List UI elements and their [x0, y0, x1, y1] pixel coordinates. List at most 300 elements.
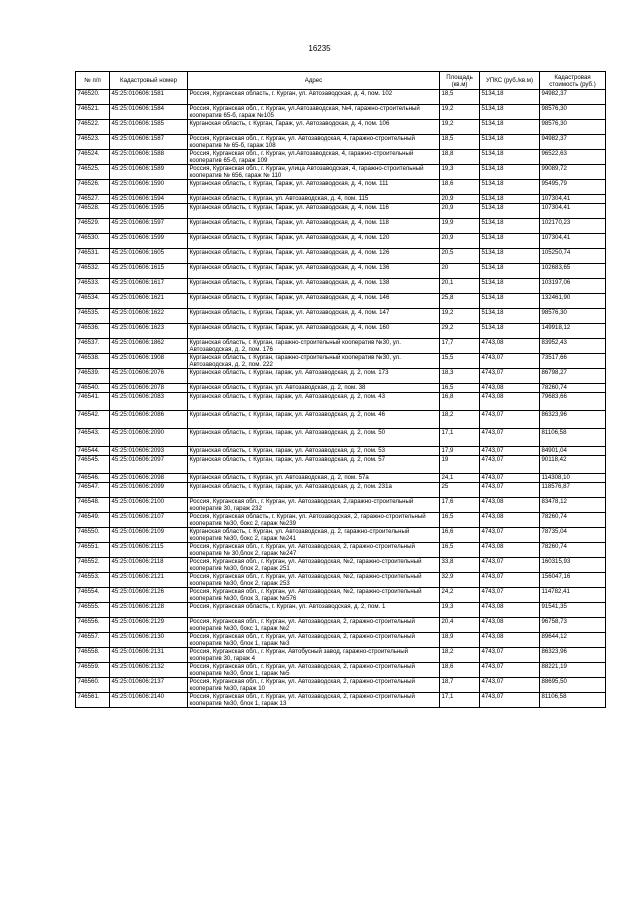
area-cell: 16,5 [440, 513, 480, 528]
upks-cell: 4743,08 [480, 618, 540, 633]
upks-cell: 5134,18 [480, 279, 540, 294]
upks-cell: 5134,18 [480, 105, 540, 120]
address-cell: Курганская область, г. Курган, гараж, ул. Автозаводская, д. 2, пом. 173 [188, 369, 440, 384]
cadastral-cost-cell: 118576,87 [540, 483, 606, 498]
cadastral-number-cell: 45:25:010606:2076 [110, 369, 188, 384]
upks-cell: 4743,07 [480, 411, 540, 429]
address-cell: Россия, Курганская обл., г. Курган, ул. Автозаводская, №2, гаражно-строительный кооператив №30, блок 2, гараж 251 [188, 558, 440, 573]
row-number-cell: 746561. [76, 693, 110, 708]
cadastral-number-cell: 45:25:010606:2126 [110, 588, 188, 603]
cadastral-number-cell: 45:25:010606:2130 [110, 633, 188, 648]
row-number-cell: 746544. [76, 447, 110, 456]
row-number-cell: 746537. [76, 339, 110, 354]
cadastral-cost-cell: 114782,41 [540, 588, 606, 603]
page-number: 16235 [308, 44, 331, 53]
cadastral-cost-cell: 107304,41 [540, 204, 606, 219]
upks-cell: 5134,18 [480, 234, 540, 249]
address-cell: Курганская область, г. Курган, гаражно-строительный кооператив №30, ул. Автозаводская, д. 2, пом. 176 [188, 339, 440, 354]
address-cell: Курганская область, г. Курган, Гараж, ул. Автозаводская, д. 4, пом. 126 [188, 249, 440, 264]
address-cell: Курганская область, г. Курган, ул. Автозаводская, д. 2, гаражно-строительный кооператив №30, бокс 2, гараж №241 [188, 528, 440, 543]
cadastral-number-cell: 45:25:010606:2132 [110, 663, 188, 678]
cadastral-number-cell: 45:25:010606:1605 [110, 249, 188, 264]
area-cell: 33,8 [440, 558, 480, 573]
row-number-cell: 746539. [76, 369, 110, 384]
area-cell: 18,9 [440, 633, 480, 648]
table-row [76, 618, 606, 633]
area-cell: 20,5 [440, 249, 480, 264]
area-cell: 16,8 [440, 393, 480, 411]
row-number-cell: 746545. [76, 456, 110, 474]
address-cell: Россия, Курганская обл., г. Курган, ул. Автозаводская, 2, гаражно-строительный кооператив №30, гараж 10 [188, 678, 440, 693]
cadastral-cost-cell: 99089,72 [540, 165, 606, 180]
cadastral-number-cell: 45:25:010606:2128 [110, 603, 188, 618]
address-cell: Россия, Курганская обл., г. Курган, ул. Автозаводская, 2, гаражно-строительный кооператив №30, блок 1, гараж №3 [188, 633, 440, 648]
address-cell: Россия, Курганская область, г. Курган, ул. Автозаводская, д. 2, пом. 1 [188, 603, 440, 618]
area-cell: 18,2 [440, 411, 480, 429]
upks-cell: 5134,18 [480, 309, 540, 324]
area-cell: 19,2 [440, 309, 480, 324]
cadastral-cost-cell: 78260,74 [540, 513, 606, 528]
area-cell: 20,4 [440, 618, 480, 633]
area-cell: 18,5 [440, 90, 480, 105]
cadastral-number-cell: 45:25:010606:1623 [110, 324, 188, 339]
cadastral-cost-cell: 88221,19 [540, 663, 606, 678]
cadastral-number-cell: 45:25:010606:2093 [110, 447, 188, 456]
row-number-cell: 746553. [76, 573, 110, 588]
address-cell: Курганская область, г. Курган, Гараж, ул. Автозаводская, д. 4, пом. 147 [188, 309, 440, 324]
upks-cell: 4743,07 [480, 588, 540, 603]
upks-cell: 4743,07 [480, 648, 540, 663]
area-cell: 19,9 [440, 219, 480, 234]
address-cell: Россия, Курганская обл., г. Курган, ул. Автозаводская, 2, гаражно-строительный кооператив № 30,блок 2, гараж №247 [188, 543, 440, 558]
table-row [76, 369, 606, 384]
row-number-cell: 746531. [76, 249, 110, 264]
area-cell: 32,9 [440, 573, 480, 588]
table-row [76, 693, 606, 708]
table-row [76, 195, 606, 204]
upks-cell: 4743,08 [480, 603, 540, 618]
upks-cell: 4743,07 [480, 558, 540, 573]
upks-cell: 5134,18 [480, 219, 540, 234]
cadastral-number-cell: 45:25:010606:2097 [110, 456, 188, 474]
cadastral-number-cell: 45:25:010606:1588 [110, 150, 188, 165]
row-number-cell: 746522. [76, 120, 110, 135]
cadastral-number-cell: 45:25:010606:2098 [110, 474, 188, 483]
cadastral-number-cell: 45:25:010606:2129 [110, 618, 188, 633]
address-cell: Курганская область, г. Курган, гараж, ул. Автозаводская, д. 2, пом. 43 [188, 393, 440, 411]
address-cell: Курганская область, г. Курган, Гараж, ул. Автозаводская, д. 4, пом. 138 [188, 279, 440, 294]
area-cell: 19,3 [440, 603, 480, 618]
upks-cell: 5134,18 [480, 120, 540, 135]
row-number-cell: 746543. [76, 429, 110, 447]
table-row [76, 249, 606, 264]
upks-cell: 4743,08 [480, 513, 540, 528]
area-cell: 17,9 [440, 447, 480, 456]
table-row [76, 180, 606, 195]
cadastral-number-cell: 45:25:010606:1908 [110, 354, 188, 369]
table-row [76, 234, 606, 249]
table-row [76, 384, 606, 393]
address-cell: Курганская область, г. Курган, Гараж, ул. Автозаводская, д. 4, пом. 120 [188, 234, 440, 249]
cadastral-cost-cell: 96758,73 [540, 618, 606, 633]
cadastral-cost-cell: 78735,04 [540, 528, 606, 543]
area-cell: 18,8 [440, 150, 480, 165]
upks-cell: 4743,07 [480, 474, 540, 483]
cadastral-cost-cell: 90118,42 [540, 456, 606, 474]
address-cell: Курганская область, г. Курган, гараж, ул. Автозаводская, д. 2, пом. 231а [188, 483, 440, 498]
upks-cell: 5134,18 [480, 180, 540, 195]
upks-cell: 5134,18 [480, 264, 540, 279]
area-cell: 15,5 [440, 354, 480, 369]
address-cell: Курганская область, г. Курган, Гараж, ул. Автозаводская, д. 4, пом. 111 [188, 180, 440, 195]
row-number-cell: 746555. [76, 603, 110, 618]
area-cell: 20,9 [440, 195, 480, 204]
cadastral-cost-cell: 81106,58 [540, 693, 606, 708]
cadastral-cost-cell: 84901,04 [540, 447, 606, 456]
table-row [76, 498, 606, 513]
cadastral-cost-cell: 86798,27 [540, 369, 606, 384]
upks-cell: 5134,18 [480, 150, 540, 165]
upks-cell: 5134,18 [480, 135, 540, 150]
cadastral-cost-cell: 91541,35 [540, 603, 606, 618]
area-cell: 16,5 [440, 543, 480, 558]
cadastral-number-cell: 45:25:010606:2109 [110, 528, 188, 543]
cadastral-number-cell: 45:25:010606:1594 [110, 195, 188, 204]
table-row [76, 603, 606, 618]
address-cell: Россия, Курганская область, г. Курган, ул. Автозаводская, 2, гаражно-строительный кооператив №30, бокс 2, гараж №239 [188, 513, 440, 528]
area-cell: 18,6 [440, 180, 480, 195]
table-row [76, 528, 606, 543]
header-cadastral-number: Кадастровый номер [110, 72, 188, 90]
table-row [76, 264, 606, 279]
address-cell: Курганская область, г. Курган, гараж, ул. Автозаводская, д. 2, пом. 53 [188, 447, 440, 456]
row-number-cell: 746538. [76, 354, 110, 369]
cadastral-number-cell: 45:25:010606:2107 [110, 513, 188, 528]
table-header-row [76, 72, 606, 90]
row-number-cell: 746536. [76, 324, 110, 339]
table-row [76, 474, 606, 483]
address-cell: Курганская область, г. Курган, ул. Автозаводская, д. 4, пом. 115 [188, 195, 440, 204]
upks-cell: 4743,08 [480, 543, 540, 558]
row-number-cell: 746548. [76, 498, 110, 513]
cadastral-number-cell: 45:25:010606:2121 [110, 573, 188, 588]
area-cell: 20,9 [440, 234, 480, 249]
table-row [76, 150, 606, 165]
address-cell: Курганская область, г. Курган, гаражно-строительный кооператив №30, ул. Автозаводская, д. 2, пом. 222 [188, 354, 440, 369]
cadastral-cost-cell: 102683,65 [540, 264, 606, 279]
upks-cell: 4743,07 [480, 528, 540, 543]
upks-cell: 5134,18 [480, 90, 540, 105]
cadastral-number-cell: 45:25:010606:1615 [110, 264, 188, 279]
area-cell: 16,5 [440, 384, 480, 393]
row-number-cell: 746542. [76, 411, 110, 429]
row-number-cell: 746530. [76, 234, 110, 249]
cadastral-cost-cell: 103197,06 [540, 279, 606, 294]
upks-cell: 4743,07 [480, 483, 540, 498]
table-row [76, 447, 606, 456]
table-row [76, 339, 606, 354]
row-number-cell: 746529. [76, 219, 110, 234]
cadastral-number-cell: 45:25:010606:2140 [110, 693, 188, 708]
header-upks: УПКС (руб./кв.м) [480, 72, 540, 90]
row-number-cell: 746546. [76, 474, 110, 483]
row-number-cell: 746525. [76, 165, 110, 180]
area-cell: 29,2 [440, 324, 480, 339]
area-cell: 18,7 [440, 678, 480, 693]
cadastral-cost-cell: 86323,96 [540, 648, 606, 663]
address-cell: Россия, Курганская обл., г. Курган, Автобусный завод, гаражно-строительный кооператив 30, гараж 4 [188, 648, 440, 663]
table-row [76, 324, 606, 339]
cadastral-number-cell: 45:25:010606:1595 [110, 204, 188, 219]
cadastral-number-cell: 45:25:010606:1597 [110, 219, 188, 234]
address-cell: Россия, Курганская обл., г. Курган, ул. Автозаводская, 2,гаражно-строительный кооператив 30, гараж 232 [188, 498, 440, 513]
upks-cell: 4743,07 [480, 429, 540, 447]
cadastral-number-cell: 45:25:010606:2115 [110, 543, 188, 558]
cadastral-number-cell: 45:25:010606:2090 [110, 429, 188, 447]
area-cell: 20,9 [440, 204, 480, 219]
area-cell: 18,6 [440, 663, 480, 678]
area-cell: 18,5 [440, 135, 480, 150]
upks-cell: 5134,18 [480, 165, 540, 180]
upks-cell: 4743,07 [480, 447, 540, 456]
table-row [76, 90, 606, 105]
cadastral-cost-cell: 156047,16 [540, 573, 606, 588]
cadastral-cost-cell: 98576,30 [540, 120, 606, 135]
upks-cell: 4743,07 [480, 354, 540, 369]
area-cell: 19,3 [440, 165, 480, 180]
upks-cell: 4743,07 [480, 678, 540, 693]
table-row [76, 204, 606, 219]
cadastral-cost-cell: 95495,79 [540, 180, 606, 195]
area-cell: 25 [440, 483, 480, 498]
upks-cell: 4743,07 [480, 693, 540, 708]
cadastral-number-cell: 45:25:010606:1622 [110, 309, 188, 324]
table-row [76, 279, 606, 294]
address-cell: Курганская область, г. Курган, гараж, ул. Автозаводская, д. 2, пом. 46 [188, 411, 440, 429]
row-number-cell: 746550. [76, 528, 110, 543]
row-number-cell: 746532. [76, 264, 110, 279]
cadastral-number-cell: 45:25:010606:1599 [110, 234, 188, 249]
table-row [76, 219, 606, 234]
cadastral-number-cell: 45:25:010606:2100 [110, 498, 188, 513]
cadastral-cost-cell: 73517,66 [540, 354, 606, 369]
cadastral-cost-cell: 78260,74 [540, 384, 606, 393]
upks-cell: 4743,08 [480, 339, 540, 354]
cadastral-number-cell: 45:25:010606:1585 [110, 120, 188, 135]
table-row [76, 456, 606, 474]
cadastral-number-cell: 45:25:010606:1617 [110, 279, 188, 294]
row-number-cell: 746552. [76, 558, 110, 573]
address-cell: Курганская область, г. Курган, Гараж, ул. Автозаводская, д. 4, пом. 160 [188, 324, 440, 339]
upks-cell: 4743,07 [480, 456, 540, 474]
address-cell: Курганская область, г. Курган, гараж, ул. Автозаводская, д. 2, пом. 57 [188, 456, 440, 474]
row-number-cell: 746541. [76, 393, 110, 411]
address-cell: Россия, Курганская обл., г. Курган, ул. Автозаводская, 2, гаражно-строительный кооператив №30, блок 1, гараж №5 [188, 663, 440, 678]
address-cell: Россия, Курганская обл., г. Курган, ул. Автозаводская, 2, гаражно-строительный кооператив №30, бокс 1, гараж №2 [188, 618, 440, 633]
cadastral-cost-cell: 114308,10 [540, 474, 606, 483]
cadastral-number-cell: 45:25:010606:2131 [110, 648, 188, 663]
address-cell: Курганская область, г. Курган, Гараж, ул. Автозаводская, д. 4, пом. 116 [188, 204, 440, 219]
area-cell: 25,8 [440, 294, 480, 309]
cadastral-cost-cell: 81106,58 [540, 429, 606, 447]
cadastral-number-cell: 45:25:010606:2099 [110, 483, 188, 498]
address-cell: Курганская область, г. Курган, Гараж, ул. Автозаводская, д. 4, пом. 136 [188, 264, 440, 279]
row-number-cell: 746523. [76, 135, 110, 150]
row-number-cell: 746534. [76, 294, 110, 309]
area-cell: 17,6 [440, 498, 480, 513]
cadastral-number-cell: 45:25:010606:1584 [110, 105, 188, 120]
address-cell: Курганская область, г. Курган, гараж, ул. Автозаводская, д. 2, пом. 50 [188, 429, 440, 447]
address-cell: Россия, Курганская обл., г. Курган, ул. Автозаводская, №2, гаражно-строительный кооператив №30, блок 3, гараж №576 [188, 588, 440, 603]
table-row [76, 543, 606, 558]
row-number-cell: 746554. [76, 588, 110, 603]
area-cell: 17,1 [440, 693, 480, 708]
address-cell: Россия, Курганская обл., г. Курган, ул.Автозаводская, 4, гаражно-строительный кооператив 65-б, гараж 109 [188, 150, 440, 165]
upks-cell: 4743,07 [480, 369, 540, 384]
area-cell: 17,7 [440, 339, 480, 354]
cadastral-number-cell: 45:25:010606:2137 [110, 678, 188, 693]
cadastral-cost-cell: 149918,12 [540, 324, 606, 339]
address-cell: Курганская область, г. Курган, ул. Автозаводская, д. 2, пом. 57а [188, 474, 440, 483]
address-cell: Курганская область, г. Курган, Гараж, ул. Автозаводская, д. 4, пом. 146 [188, 294, 440, 309]
cadastral-cost-cell: 88695,50 [540, 678, 606, 693]
table-row [76, 483, 606, 498]
cadastral-cost-cell: 86323,96 [540, 411, 606, 429]
cadastral-number-cell: 45:25:010606:1581 [110, 90, 188, 105]
area-cell: 19,2 [440, 105, 480, 120]
upks-cell: 4743,08 [480, 384, 540, 393]
table-row [76, 573, 606, 588]
upks-cell: 4743,08 [480, 633, 540, 648]
header-num: № п/п [76, 72, 110, 90]
cadastral-cost-cell: 89644,12 [540, 633, 606, 648]
table-row [76, 294, 606, 309]
table-row [76, 558, 606, 573]
table-row [76, 633, 606, 648]
area-cell: 18,2 [440, 648, 480, 663]
address-cell: Россия, Курганская обл., г. Курган, ул.Автозаводская, №4, гаражно-строительный кооператив 65-б, гараж №105 [188, 105, 440, 120]
area-cell: 20 [440, 264, 480, 279]
table-row [76, 354, 606, 369]
address-cell: Курганская область, г. Курган, Гараж, ул. Автозаводская, д. 4, пом. 106 [188, 120, 440, 135]
address-cell: Курганская область, г. Курган, ул. Автозаводская, д. 2, пом. 38 [188, 384, 440, 393]
cadastral-cost-cell: 98576,30 [540, 309, 606, 324]
address-cell: Россия, Курганская обл., г. Курган, улица Автозаводская, 4, гаражно-строительный кооператив № 656, гараж № 110 [188, 165, 440, 180]
cadastral-cost-cell: 105250,74 [540, 249, 606, 264]
row-number-cell: 746551. [76, 543, 110, 558]
row-number-cell: 746549. [76, 513, 110, 528]
area-cell: 19,2 [440, 120, 480, 135]
row-number-cell: 746528. [76, 204, 110, 219]
address-cell: Россия, Курганская область, г. Курган, ул. Автозаводская, д. 4, пом. 102 [188, 90, 440, 105]
cadastral-number-cell: 45:25:010606:2086 [110, 411, 188, 429]
cadastral-number-cell: 45:25:010606:2078 [110, 384, 188, 393]
header-address: Адрес [188, 72, 440, 90]
row-number-cell: 746558. [76, 648, 110, 663]
area-cell: 24,1 [440, 474, 480, 483]
upks-cell: 4743,08 [480, 393, 540, 411]
address-cell: Россия, Курганская обл., г. Курган, ул. Автозаводская, №2, гаражно-строительный кооператив №30, блок 2, гараж 253 [188, 573, 440, 588]
cadastral-table [75, 71, 606, 708]
table-row [76, 309, 606, 324]
table-row [76, 513, 606, 528]
address-cell: Курганская область, г. Курган, Гараж, ул. Автозаводская, д. 4, пом. 118 [188, 219, 440, 234]
row-number-cell: 746559. [76, 663, 110, 678]
cadastral-cost-cell: 107304,41 [540, 234, 606, 249]
cadastral-cost-cell: 94982,37 [540, 90, 606, 105]
upks-cell: 4743,07 [480, 663, 540, 678]
cadastral-number-cell: 45:25:010606:1590 [110, 180, 188, 195]
table-row [76, 678, 606, 693]
table-row [76, 165, 606, 180]
upks-cell: 5134,18 [480, 195, 540, 204]
row-number-cell: 746547. [76, 483, 110, 498]
row-number-cell: 746556. [76, 618, 110, 633]
table-row [76, 648, 606, 663]
row-number-cell: 746557. [76, 633, 110, 648]
cadastral-cost-cell: 102170,23 [540, 219, 606, 234]
row-number-cell: 746521. [76, 105, 110, 120]
table-row [76, 429, 606, 447]
area-cell: 18,3 [440, 369, 480, 384]
table-row [76, 135, 606, 150]
table-row [76, 120, 606, 135]
upks-cell: 5134,18 [480, 294, 540, 309]
upks-cell: 4743,08 [480, 498, 540, 513]
table-row [76, 663, 606, 678]
cadastral-cost-cell: 79683,66 [540, 393, 606, 411]
table-row [76, 588, 606, 603]
cadastral-cost-cell: 98576,30 [540, 105, 606, 120]
row-number-cell: 746535. [76, 309, 110, 324]
upks-cell: 5134,18 [480, 249, 540, 264]
address-cell: Россия, Курганская обл., г. Курган, ул. Автозаводская, 4, гаражно-строительный кооператив № 65-б, гараж 108 [188, 135, 440, 150]
row-number-cell: 746526. [76, 180, 110, 195]
upks-cell: 5134,18 [480, 324, 540, 339]
row-number-cell: 746527. [76, 195, 110, 204]
address-cell: Россия, Курганская обл., г. Курган, ул. Автозаводская, 2, гаражно-строительный кооператив №30, блок 1, гараж 13 [188, 693, 440, 708]
cadastral-cost-cell: 83478,12 [540, 498, 606, 513]
cadastral-number-cell: 45:25:010606:2083 [110, 393, 188, 411]
cadastral-number-cell: 45:25:010606:1589 [110, 165, 188, 180]
area-cell: 19 [440, 456, 480, 474]
cadastral-cost-cell: 107304,41 [540, 195, 606, 204]
cadastral-number-cell: 45:25:010606:1862 [110, 339, 188, 354]
cadastral-cost-cell: 132461,90 [540, 294, 606, 309]
row-number-cell: 746540. [76, 384, 110, 393]
row-number-cell: 746520. [76, 90, 110, 105]
upks-cell: 5134,18 [480, 204, 540, 219]
table-row [76, 393, 606, 411]
cadastral-cost-cell: 78260,74 [540, 543, 606, 558]
cadastral-cost-cell: 94982,37 [540, 135, 606, 150]
area-cell: 16,6 [440, 528, 480, 543]
header-area: Площадь (кв.м) [440, 72, 480, 90]
area-cell: 20,1 [440, 279, 480, 294]
cadastral-cost-cell: 83952,43 [540, 339, 606, 354]
table-row [76, 105, 606, 120]
cadastral-cost-cell: 160315,93 [540, 558, 606, 573]
header-cadastral-cost: Кадастровая стоимость (руб.) [540, 72, 606, 90]
cadastral-number-cell: 45:25:010606:1621 [110, 294, 188, 309]
row-number-cell: 746524. [76, 150, 110, 165]
area-cell: 17,1 [440, 429, 480, 447]
row-number-cell: 746560. [76, 678, 110, 693]
cadastral-cost-cell: 96522,63 [540, 150, 606, 165]
cadastral-number-cell: 45:25:010606:1587 [110, 135, 188, 150]
upks-cell: 4743,07 [480, 573, 540, 588]
area-cell: 24,2 [440, 588, 480, 603]
